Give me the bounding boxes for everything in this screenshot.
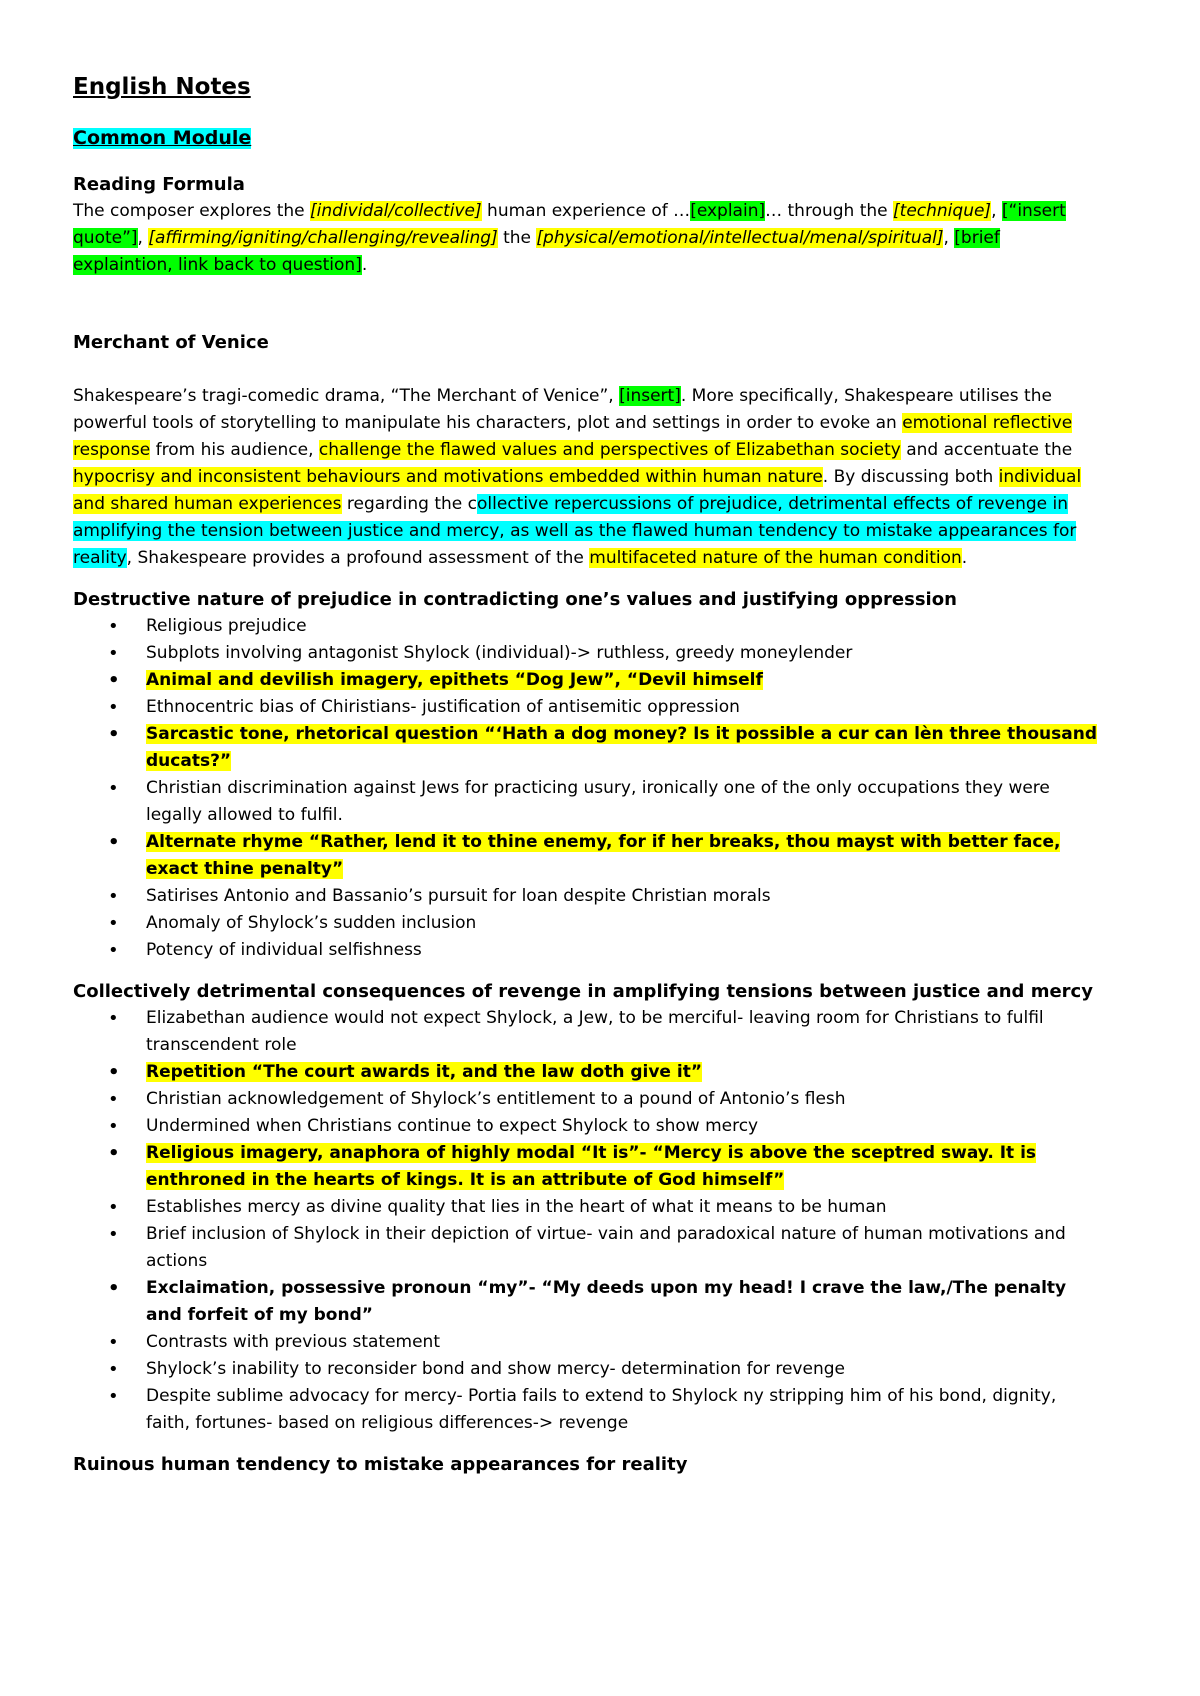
list-item [73,694,1100,721]
list-item [73,1194,1100,1221]
list-item [73,937,1100,964]
list-item-text: Christian discrimination against Jews for practicing usury, ironically one of the only occupations they were legally allowed to fulfil. [146,778,1050,826]
list-item-text: Undermined when Christians continue to expect Shylock to show mercy [146,1116,759,1137]
module-title: Common Module [73,126,252,149]
merchant-intro-paragraph: Shakespeare’s tragi-comedic drama, “The Merchant of Venice”, [insert]. More specifically, Shakespeare utilises the powerful tools of storytelling to manipulate his characters, plot and settings in order to evoke an emotional reflective response from his audience, challenge the flawed values and perspectives of Elizabethan society and accentuate the hypocrisy and inconsistent behaviours and motivations embedded within human nature. By discussing both individual and shared human experiences regarding the collective repercussions of prejudice, detrimental effects of revenge in amplifying the tension between justice and mercy, as well as the flawed human tendency to mistake appearances for reality, Shakespeare provides a profound assessment of the multifaceted nature of the human condition. [73,386,1082,569]
list-item-text: Shylock’s inability to reconsider bond and show mercy- determination for revenge [146,1359,845,1380]
list-item [73,1221,1100,1275]
list-item-text: Animal and devilish imagery, epithets “Dog Jew”, “Devil himself [146,670,763,691]
list-item-text: Establishes mercy as divine quality that lies in the heart of what it means to be human [146,1197,887,1218]
list-item [73,1356,1100,1383]
list-item [73,1113,1100,1140]
reading-formula-text: The composer explores the [individal/collective] human experience of …[explain]… through the [technique], [“insert quote”], [affirming/igniting/challenging/revealing] the [physical/emotional/intellectual/menal/spiritual], [brief explaintion, link back to question]. [73,201,1066,276]
list-item [73,613,1100,640]
list-item [73,829,1100,883]
list-item-text: Sarcastic tone, rhetorical question “‘Hath a dog money? Is it possible a cur can lèn three thousand ducats?” [146,724,1097,772]
list-item-text: Exclaimation, possessive pronoun “my”- “My deeds upon my head! I crave the law,/The penalty and forfeit of my bond” [146,1278,1067,1326]
list-item [73,640,1100,667]
list-item [73,1329,1100,1356]
list-item [73,1275,1100,1329]
list-item [73,775,1100,829]
list-item-text: Anomaly of Shylock’s sudden inclusion [146,913,477,934]
list-item-text: Brief inclusion of Shylock in their depiction of virtue- vain and paradoxical nature of human motivations and actions [146,1224,1066,1272]
reading-formula-heading: Reading Formula [73,174,245,196]
list-item-text: Christian acknowledgement of Shylock’s entitlement to a pound of Antonio’s flesh [146,1089,846,1110]
section-heading-revenge: Collectively detrimental consequences of revenge in amplifying tensions between justice and mercy [73,981,1093,1003]
list-item-text: Despite sublime advocacy for mercy- Portia fails to extend to Shylock ny stripping him of his bond, dignity, faith, fortunes- based on religious differences-> revenge [146,1386,1057,1434]
section-heading-appearances: Ruinous human tendency to mistake appearances for reality [73,1454,688,1476]
merchant-heading: Merchant of Venice [73,332,269,354]
list-item [73,1140,1100,1194]
list-item-text: Subplots involving antagonist Shylock (individual)-> ruthless, greedy moneylender [146,643,853,664]
document-title: English Notes [73,74,251,100]
list-item-text: Elizabethan audience would not expect Shylock, a Jew, to be merciful- leaving room for Christians to fulfil transcendent role [146,1008,1044,1056]
list-item [73,1086,1100,1113]
list-item-text: Ethnocentric bias of Chiristians- justification of antisemitic oppression [146,697,740,718]
list-item-text: Religious prejudice [146,616,307,637]
list-item-text: Potency of individual selfishness [146,940,422,961]
list-item [73,667,1100,694]
list-item [73,1059,1100,1086]
revenge-bullet-list [73,1005,1100,1437]
list-item [73,1383,1100,1437]
list-item-text: Alternate rhyme “Rather, lend it to thine enemy, for if her breaks, thou mayst with better face, exact thine penalty” [146,832,1061,880]
list-item-text: Satirises Antonio and Bassanio’s pursuit for loan despite Christian morals [146,886,771,907]
list-item [73,910,1100,937]
list-item [73,883,1100,910]
list-item-text: Religious imagery, anaphora of highly modal “It is”- “Mercy is above the sceptred sway. It is enthroned in the hearts of kings. It is an attribute of God himself” [146,1143,1037,1191]
prejudice-bullet-list [73,613,1100,964]
list-item-text: Repetition “The court awards it, and the law doth give it” [146,1062,703,1083]
list-item [73,1005,1100,1059]
section-heading-prejudice: Destructive nature of prejudice in contradicting one’s values and justifying oppression [73,589,957,611]
list-item [73,721,1100,775]
list-item-text: Contrasts with previous statement [146,1332,440,1353]
